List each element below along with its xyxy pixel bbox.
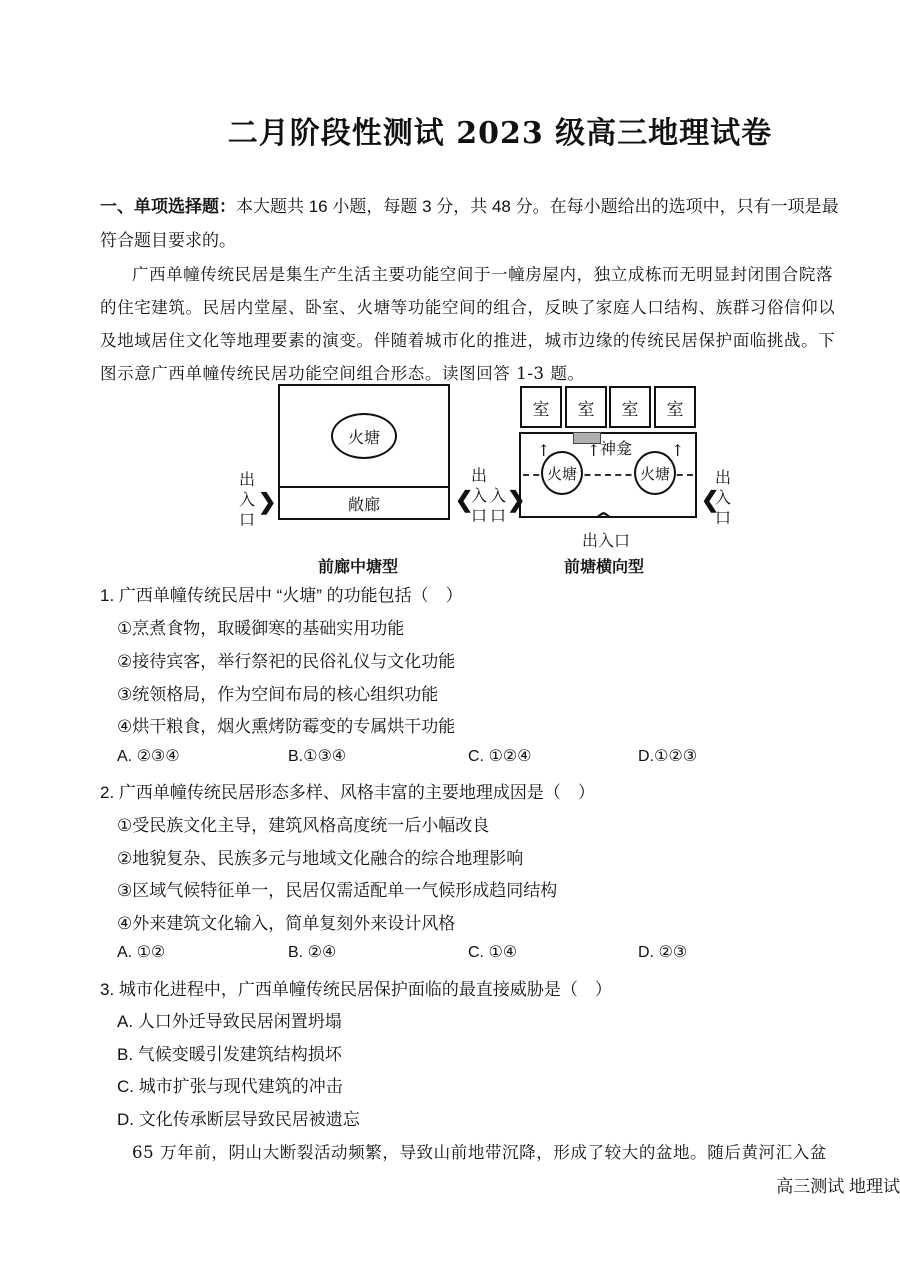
figure-caption-right: 前塘横向型 [564, 557, 645, 576]
statement-item: ①烹煮食物，取暖御寒的基础实用功能 [117, 619, 405, 638]
entrance-arrow-icon: ❯ [258, 489, 277, 515]
passage-line: 65 万年前，阴山大断裂活动频繁，导致山前地带沉降，形成了较大的盆地。随后黄河汇入盆 [132, 1143, 827, 1162]
room-label: 室 [621, 399, 639, 420]
statement-item: ①受民族文化主导，建筑风格高度统一后小幅改良 [117, 816, 490, 835]
section-instruction-line1 [100, 192, 839, 217]
choice-d[interactable]: D.①②③ [638, 748, 698, 765]
hearth-right [634, 451, 676, 495]
entrance-char: 口 [238, 510, 255, 529]
entrance-char: 入 [238, 490, 255, 509]
hearth-label: 火塘 [347, 427, 380, 447]
choice-d[interactable]: D. ②③ [638, 944, 688, 961]
page-footer: 高三测试 地理试 [776, 1177, 900, 1196]
passage-line: 的住宅建筑。民居内堂屋、卧室、火塘等功能空间的组合，反映了家庭人口结构、族群习俗信仰以 [100, 298, 836, 317]
choice-b[interactable]: B. 气候变暖引发建筑结构损坏 [117, 1045, 342, 1064]
choice-c[interactable]: C. ①②④ [468, 748, 532, 765]
passage-line: 广西单幢传统民居是集生产生活主要功能空间于一幢房屋内，独立成栋而无明显封闭围合院落 [132, 265, 834, 284]
page-title: 二月阶段性测试 2023 级高三地理试卷 [227, 116, 773, 151]
statement-item: ④烘干粮食，烟火熏烤防霉变的专属烘干功能 [117, 717, 456, 736]
entrance-char: 入 [714, 488, 731, 507]
entrance-arrow-icon: ❮ [701, 487, 720, 513]
entrance-arrow-up-icon: ^ [592, 509, 615, 530]
entrance-arrow-icon: ❯ [507, 487, 526, 513]
question-stem: 3. 城市化进程中，广西单幢传统民居保护面临的最直接威胁是（ ） [100, 980, 612, 999]
up-arrow-icon: ↑ [671, 441, 685, 460]
entrance-char: 出 [714, 468, 731, 487]
entrance-char: 口 [489, 506, 506, 525]
shrine-label: 神龛 [600, 439, 633, 458]
statement-item: ③统领格局，作为空间布局的核心组织功能 [117, 685, 439, 704]
room-label: 室 [666, 399, 684, 420]
choice-b[interactable]: B.①③④ [288, 748, 347, 765]
entrance-arrow-icon: ❮ [455, 487, 474, 513]
hearth-label: 火塘 [639, 464, 670, 483]
statement-item: ④外来建筑文化输入，简单复刻外来设计风格 [117, 914, 456, 933]
entrance-label-left [238, 470, 256, 530]
entrance-char: 出 [470, 466, 487, 485]
choice-a[interactable]: A. ①② [117, 944, 166, 961]
choice-c[interactable]: C. 城市扩张与现代建筑的冲击 [117, 1077, 343, 1096]
section-instruction-line2: 符合题目要求的。 [100, 231, 236, 250]
statement-item: ②接待宾客，举行祭祀的民俗礼仪与文化功能 [117, 652, 456, 671]
room-box [565, 386, 607, 428]
passage-line: 及地域居住文化等地理要素的演变。伴随着城市化的推进，城市边缘的传统民居保护面临挑战。下 [100, 331, 836, 350]
entrance-char: 口 [470, 506, 487, 525]
choice-b[interactable]: B. ②④ [288, 944, 337, 961]
entrance-label-left-col2 [489, 486, 507, 526]
entrance-label-bottom: 出入口 [582, 531, 631, 550]
entrance-char: 入 [489, 486, 506, 505]
room-label: 室 [577, 399, 595, 420]
room-label: 室 [532, 399, 550, 420]
room-box [654, 386, 696, 428]
entrance-char: 出 [238, 470, 255, 489]
choice-a[interactable]: A. 人口外迁导致民居闲置坍塌 [117, 1012, 342, 1031]
entrance-char: 入 [470, 486, 487, 505]
hearth-left-layout [331, 413, 397, 459]
section-heading: 一、单项选择题： [100, 197, 236, 216]
hearth-label: 火塘 [546, 464, 577, 483]
entrance-label-right [714, 468, 732, 528]
choice-d[interactable]: D. 文化传承断层导致民居被遗忘 [117, 1110, 360, 1129]
statement-item: ②地貌复杂、民族多元与地域文化融合的综合地理影响 [117, 849, 524, 868]
room-box [609, 386, 651, 428]
up-arrow-icon: ↑ [537, 441, 551, 460]
section-instruction-text: 本大题共 16 小题，每题 3 分，共 48 分。在每小题给出的选项中，只有一项是最 [236, 197, 839, 216]
entrance-char: 口 [714, 508, 731, 527]
choice-a[interactable]: A. ②③④ [117, 748, 180, 765]
open-corridor [278, 486, 450, 520]
question-stem: 1. 广西单幢传统民居中 “火塘” 的功能包括（ ） [100, 586, 463, 605]
question-stem: 2. 广西单幢传统民居形态多样、风格丰富的主要地理成因是（ ） [100, 783, 595, 802]
choice-c[interactable]: C. ①④ [468, 944, 518, 961]
open-corridor-label: 敞廊 [347, 494, 380, 514]
passage-line: 图示意广西单幢传统民居功能空间组合形态。读图回答 1-3 题。 [100, 364, 585, 383]
room-box [520, 386, 562, 428]
up-arrow-icon: ↑ [587, 441, 601, 460]
statement-item: ③区域气候特征单一，民居仅需适配单一气候形成趋同结构 [117, 881, 558, 900]
figure-caption-left: 前廊中塘型 [318, 557, 399, 576]
